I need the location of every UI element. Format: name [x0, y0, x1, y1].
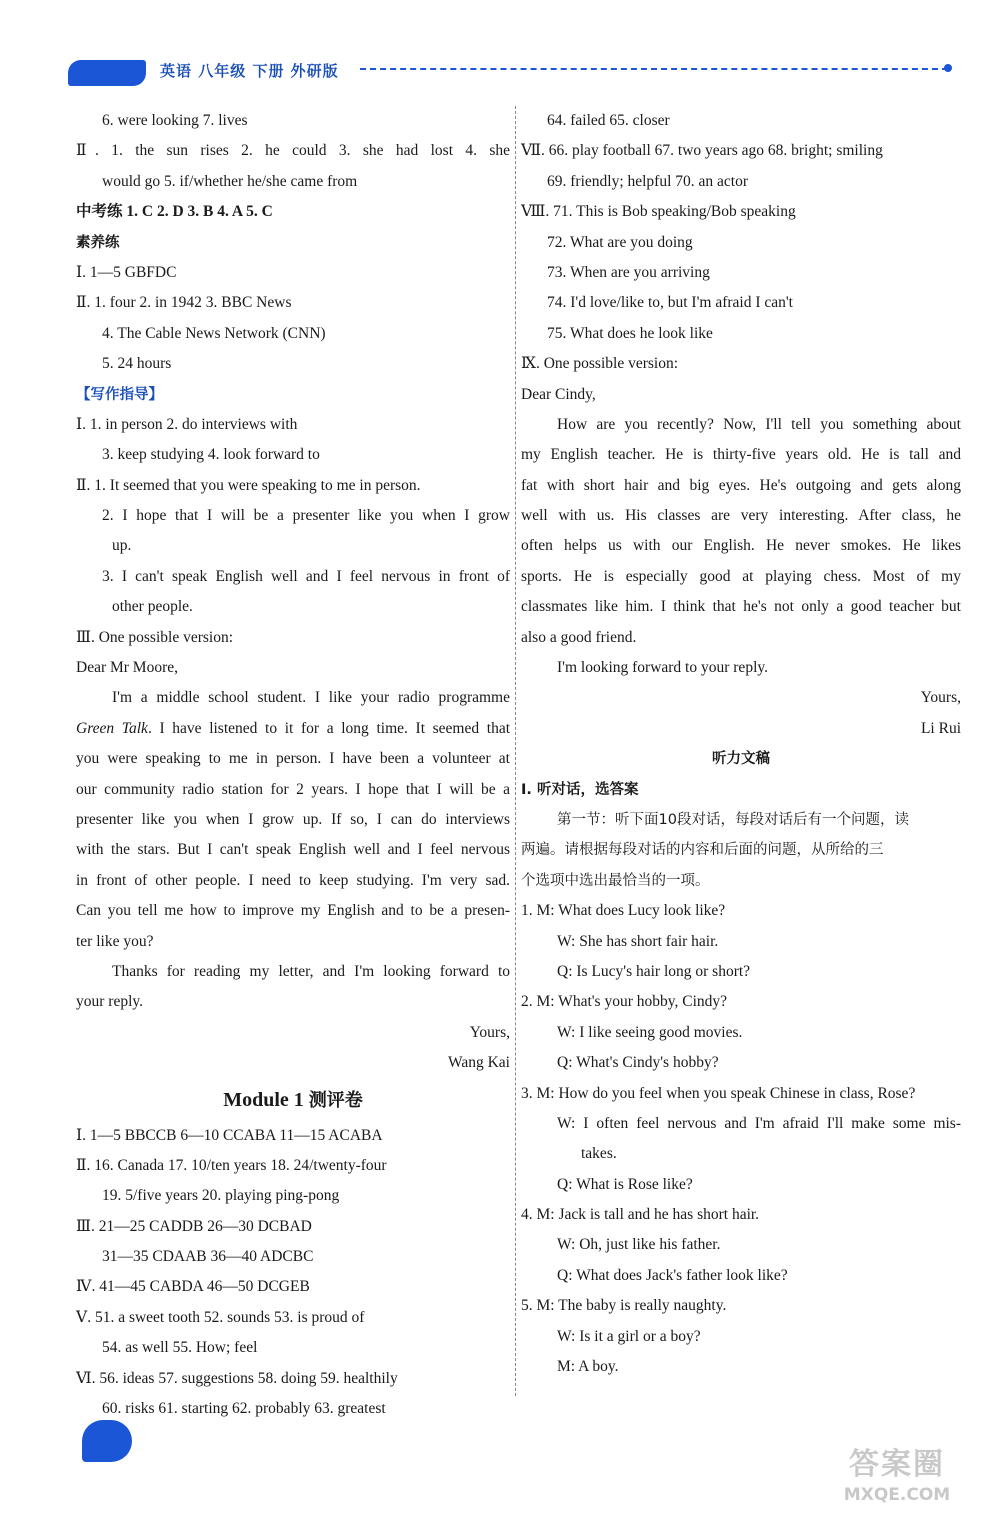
dialogue-line: W: Is it a girl or a boy?: [557, 1327, 701, 1345]
answer-line: Yours,: [920, 689, 961, 707]
answer-line: 2. I hope that I will be a presenter like you when I grow: [102, 507, 510, 525]
answer-line: I'm a middle school student. I like your radio programme: [112, 689, 510, 707]
answer-line: 中考练 1. C 2. D 3. B 4. A 5. C: [76, 203, 273, 221]
answer-line: 54. as well 55. How; feel: [102, 1339, 258, 1357]
answer-line: Can you tell me how to improve my English and to be a presen-: [76, 902, 510, 920]
answer-line: 4. The Cable News Network (CNN): [102, 324, 326, 342]
header-dot: [944, 64, 952, 72]
answer-line: Ⅲ. 21—25 CADDB 26—30 DCBAD: [76, 1217, 312, 1235]
listening-instruction: 个选项中选出最恰当的一项。: [521, 872, 710, 889]
answer-line: Ⅸ. One possible version:: [521, 355, 679, 373]
answer-line: my English teacher. He is thirty-five years old. He is tall and: [521, 446, 961, 464]
dialogue-line: 3. M: How do you feel when you speak Chinese in class, Rose?: [521, 1084, 916, 1102]
watermark: [818, 1446, 976, 1516]
answer-line: classmates like him. I think that he's not only a good teacher but: [521, 598, 961, 616]
listening-instruction: 第一节：听下面10段对话，每段对话后有一个问题，读: [557, 811, 909, 828]
header-title: 英语 八年级 下册 外研版: [160, 62, 339, 80]
programme-name: Green Talk: [76, 719, 148, 737]
answer-line: Ⅱ. 1. It seemed that you were speaking to me in person.: [76, 476, 421, 494]
dialogue-line: W: I often feel nervous and I'm afraid I'll make some mis-: [557, 1114, 961, 1132]
answer-line: 19. 5/five years 20. playing ping-pong: [102, 1187, 340, 1205]
answer-line: with the stars. But I can't speak English well and I feel nervous: [76, 841, 510, 859]
answer-line: Ⅰ. 1—5 GBFDC: [76, 263, 177, 281]
answer-line: How are you recently? Now, I'll tell you something about: [557, 415, 961, 433]
answer-line: 素养练: [76, 234, 120, 251]
dialogue-line: M: A boy.: [557, 1358, 619, 1376]
answer-line: 【写作指导】: [76, 386, 163, 403]
answer-line: 31—35 CDAAB 36—40 ADCBC: [102, 1248, 314, 1266]
dialogue-line: 2. M: What's your hobby, Cindy?: [521, 993, 728, 1011]
answer-line: Wang Kai: [447, 1054, 510, 1072]
dialogue-line: Q: What does Jack's father look like?: [557, 1266, 788, 1284]
dialogue-line: 5. M: The baby is really naughty.: [521, 1297, 727, 1315]
watermark-sub: MXQE.COM: [843, 1485, 951, 1505]
dialogue-line: takes.: [581, 1145, 617, 1163]
answer-line: other people.: [112, 598, 193, 616]
answer-line: 60. risks 61. starting 62. probably 63. greatest: [102, 1400, 386, 1418]
answer-line: 5. 24 hours: [102, 355, 172, 373]
answer-line: you were speaking to me in person. I have been a volunteer at: [76, 750, 510, 768]
answer-line: Ⅵ. 56. ideas 57. suggestions 58. doing 59. healthily: [76, 1369, 398, 1387]
dialogue-line: 4. M: Jack is tall and he has short hair.: [521, 1206, 760, 1224]
answer-line: 72. What are you doing: [547, 233, 693, 251]
answer-line: Ⅱ. 16. Canada 17. 10/ten years 18. 24/twenty-four: [76, 1156, 387, 1174]
dialogue-line: 1. M: What does Lucy look like?: [521, 902, 726, 920]
answer-line: in front of other people. I need to keep studying. I'm very sad.: [76, 871, 510, 889]
module-title-en: Module 1: [223, 1088, 304, 1111]
module-title-cn: 测评卷: [308, 1089, 363, 1111]
dialogue-line: W: Oh, just like his father.: [557, 1236, 721, 1254]
answer-line: our community radio station for 2 years. I hope that I will be a: [76, 780, 510, 798]
answer-line: also a good friend.: [521, 628, 637, 646]
answer-line: Ⅱ. 1. four 2. in 1942 3. BBC News: [76, 294, 292, 312]
answer-line: Ⅱ. 1. the sun rises 2. he could 3. she had lost 4. she: [76, 142, 510, 160]
answer-line: often helps us with our English. He never smokes. He likes: [521, 537, 961, 555]
listening-section-heading: Ⅰ. 听对话，选答案: [521, 781, 639, 798]
answer-line: Li Rui: [920, 719, 961, 737]
answer-line: Ⅶ. 66. play football 67. two years ago 68. bright; smiling: [521, 142, 883, 160]
answer-line: 74. I'd love/like to, but I'm afraid I can't: [547, 294, 793, 312]
dialogue-line: W: She has short fair hair.: [557, 932, 719, 950]
answer-line: well with us. His classes are very interesting. After class, he: [521, 507, 961, 525]
answer-line: 73. When are you arriving: [547, 263, 710, 281]
answer-line: Ⅲ. One possible version:: [76, 628, 234, 646]
answer-line: Ⅷ. 71. This is Bob speaking/Bob speaking: [521, 203, 796, 221]
answer-line: Yours,: [469, 1023, 510, 1041]
answer-line: would go 5. if/whether he/she came from: [102, 172, 358, 190]
answer-line: 3. keep studying 4. look forward to: [102, 446, 320, 464]
dialogue-line: Q: What is Rose like?: [557, 1175, 693, 1193]
answer-line: 6. were looking 7. lives: [102, 112, 248, 129]
page-number-badge: [82, 1420, 132, 1462]
answer-line: Dear Mr Moore,: [76, 659, 179, 677]
answer-line: ter like you?: [76, 932, 154, 950]
watermark-main: 答案圈: [849, 1447, 945, 1482]
answer-line: fat with short hair and big eyes. He's outgoing and gets along: [521, 476, 961, 494]
dialogue-line: Q: What's Cindy's hobby?: [557, 1054, 719, 1072]
answer-line: sports. He is especially good at playing chess. Most of my: [521, 567, 961, 585]
answer-line: Dear Cindy,: [521, 385, 596, 403]
answer-line: Green Talk. I have listened to it for a long time. It seemed that: [76, 719, 510, 737]
header-badge: [68, 60, 146, 86]
right-column: [521, 106, 961, 1382]
answer-line: 3. I can't speak English well and I feel nervous in front of: [102, 567, 510, 585]
answer-line: Ⅰ. 1—5 BBCCB 6—10 CCABA 11—15 ACABA: [76, 1126, 383, 1144]
answer-line: presenter like you when I grow up. If so, I can do interviews: [76, 810, 510, 828]
left-column: [76, 106, 510, 1424]
answer-line: up.: [112, 537, 132, 555]
answer-line: Thanks for reading my letter, and I'm looking forward to: [112, 962, 510, 980]
answer-line: Ⅰ. 1. in person 2. do interviews with: [76, 415, 298, 433]
answer-line: I'm looking forward to your reply.: [557, 659, 768, 677]
answer-line: 64. failed 65. closer: [547, 112, 670, 129]
answer-line: Ⅴ. 51. a sweet tooth 52. sounds 53. is proud of: [76, 1308, 365, 1326]
column-divider: [515, 106, 516, 1396]
header-dashed-line: [360, 68, 948, 70]
listening-instruction: 两遍。请根据每段对话的内容和后面的问题，从所给的三: [521, 842, 884, 859]
dialogue-line: W: I like seeing good movies.: [557, 1023, 743, 1041]
answer-line: 75. What does he look like: [547, 324, 713, 342]
module-title: [76, 1079, 510, 1121]
dialogue-line: Q: Is Lucy's hair long or short?: [557, 962, 751, 980]
answer-line: Ⅳ. 41—45 CABDA 46—50 DCGEB: [76, 1278, 310, 1296]
answer-line: your reply.: [76, 993, 144, 1011]
answer-line: 69. friendly; helpful 70. an actor: [547, 172, 749, 190]
listening-title: 听力文稿: [712, 751, 770, 768]
